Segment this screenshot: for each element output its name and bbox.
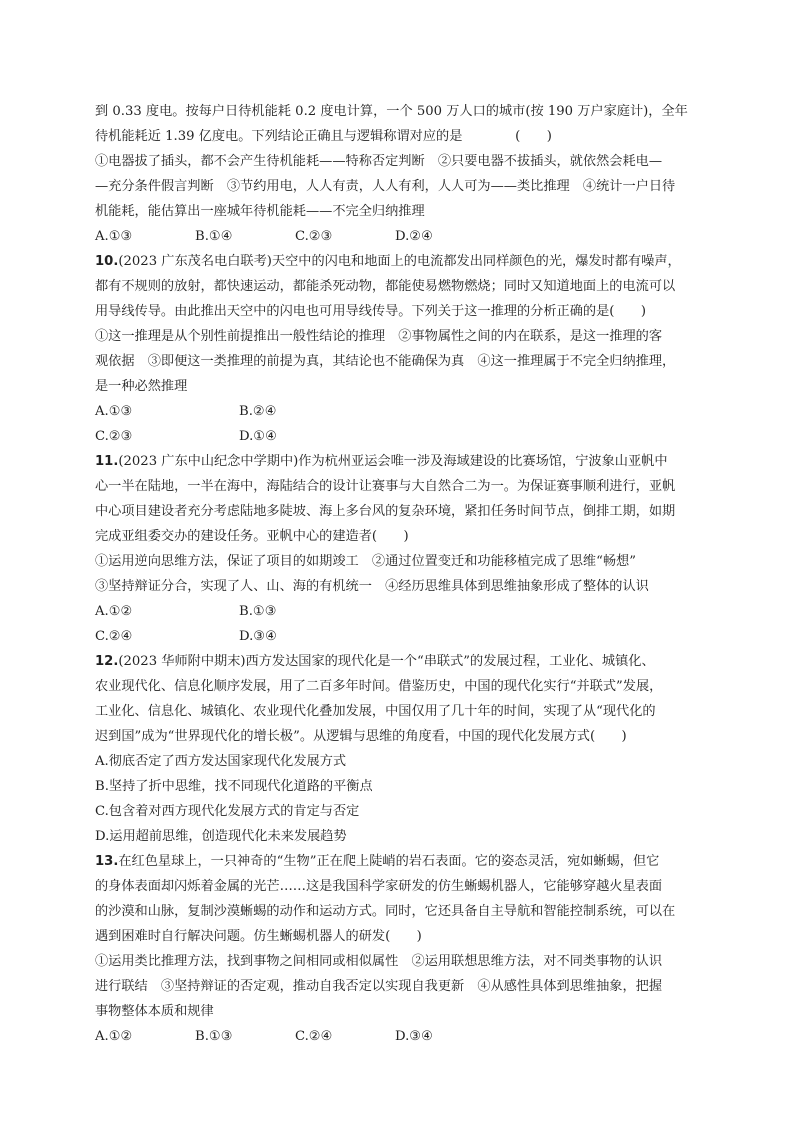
question-13	[95, 849, 703, 1049]
option-d: D.③④	[239, 629, 277, 644]
question-text-line: 待机能耗近 1.39 亿度电。下列结论正确且与逻辑称谓对应的是 ( )	[95, 129, 552, 144]
answer-options	[95, 224, 703, 249]
statement-line: ③坚持辩证分合，实现了人、山、海的有机统一 ④经历思维具体到思维抽象形成了整体的认识	[95, 579, 649, 594]
question-10	[95, 249, 703, 449]
question-9	[95, 99, 703, 249]
question-stem: (2023 华师附中期末)西方发达国家的现代化是一个“串联式”的发展过程，工业化、城镇化、	[118, 654, 655, 669]
option-a: A.①③	[95, 229, 133, 244]
option-a: A.①②	[95, 604, 133, 619]
statement-line: 事物整体本质和规律	[95, 1004, 214, 1019]
answer-options-row	[95, 399, 703, 424]
question-text-line	[95, 649, 703, 674]
question-text-line: 的身体表面却闪烁着金属的光芒……这是我国科学家研发的仿生蜥蜴机器人，它能够穿越火星表面	[95, 879, 663, 894]
question-text-line: 迟到国”成为“世界现代化的增长极”。从逻辑与思维的角度看，中国的现代化发展方式( )	[95, 729, 627, 744]
answer-options	[95, 1024, 703, 1049]
question-text-line: 的沙漠和山脉，复制沙漠蜥蜴的动作和运动方式。同时，它还具备自主导航和智能控制系统，可以在	[95, 904, 676, 919]
option-c: C.②③	[95, 429, 133, 444]
question-number: 13.	[95, 854, 119, 869]
statement-line: ①电器拔了插头，都不会产生待机能耗——特称否定判断 ②只要电器不拔插头，就依然会耗电—	[95, 154, 663, 169]
option-c: C.②④	[295, 1029, 333, 1044]
question-stem: 在红色星球上，一只神奇的“生物”正在爬上陡峭的岩石表面。它的姿态灵活，宛如蜥蜴，但它	[118, 854, 660, 869]
option-b: B.坚持了折中思维，找不同现代化道路的平衡点	[95, 779, 373, 794]
option-a: A.①③	[95, 404, 133, 419]
question-text-line	[95, 849, 703, 874]
question-stem: (2023 广东茂名电白联考)天空中的闪电和地面上的电流都发出同样颜色的光，爆发时都有噪声，	[118, 254, 681, 269]
question-text-line	[95, 449, 703, 474]
question-number: 11.	[95, 454, 119, 469]
question-text-line: 用导线传导。由此推出天空中的闪电也可用导线传导。下列关于这一推理的分析正确的是( )	[95, 304, 646, 319]
question-number: 10.	[95, 254, 119, 269]
option-d: D.运用超前思维，创造现代化未来发展趋势	[95, 829, 347, 844]
option-b: B.①③	[239, 604, 277, 619]
exam-page	[95, 99, 703, 1049]
question-12	[95, 649, 703, 849]
question-text-line: 都有不规则的放射，都快速运动，都能杀死动物，都能使易燃物燃烧；同时又知道地面上的电流可以	[95, 279, 676, 294]
option-d: D.①④	[239, 429, 277, 444]
statement-line: —充分条件假言判断 ③节约用电，人人有责，人人有利，人人可为——类比推理 ④统计一户日待	[95, 179, 676, 194]
question-11	[95, 449, 703, 649]
question-number: 12.	[95, 654, 119, 669]
statement-line: ①运用类比推理方法，找到事物之间相同或相似属性 ②运用联想思维方法，对不同类事物的认识	[95, 954, 663, 969]
question-text-line: 中心项目建设者充分考虑陆地多陡坡、海上多台风的复杂环境，紧扣任务时间节点，倒排工期，如期	[95, 504, 676, 519]
option-d: D.②④	[395, 229, 433, 244]
question-text-line: 心一半在陆地，一半在海中，海陆结合的设计让赛事与大自然合二为一。为保证赛事顺利进行，亚帆	[95, 479, 676, 494]
question-text-line: 到 0.33 度电。按每户日待机能耗 0.2 度电计算，一个 500 万人口的城市(按 190 万户家庭计)，全年	[95, 104, 688, 119]
option-c: C.包含着对西方现代化发展方式的肯定与否定	[95, 804, 360, 819]
question-text-line: 工业化、信息化、城镇化、农业现代化叠加发展，中国仅用了几十年的时间，实现了从“现代化的	[95, 704, 656, 719]
option-c: C.②④	[95, 629, 133, 644]
answer-options-row	[95, 599, 703, 624]
question-text-line: 遇到困难时自行解决问题。仿生蜥蜴机器人的研发( )	[95, 929, 422, 944]
answer-options-row	[95, 424, 703, 449]
option-d: D.③④	[395, 1029, 433, 1044]
option-b: B.①④	[195, 229, 233, 244]
option-a: A.①②	[95, 1029, 133, 1044]
answer-options-row	[95, 624, 703, 649]
statement-line: 进行联结 ③坚持辩证的否定观，推动自我否定以实现自我更新 ④从感性具体到思维抽象，把握	[95, 979, 663, 994]
statement-line: 机能耗，能估算出一座城年待机能耗——不完全归纳推理	[95, 204, 425, 219]
option-b: B.②④	[239, 404, 277, 419]
option-a: A.彻底否定了西方发达国家现代化发展方式	[95, 754, 347, 769]
question-text-line	[95, 249, 703, 274]
question-text-line: 农业现代化、信息化顺序发展，用了二百多年时间。借鉴历史，中国的现代化实行“并联式”发展，	[95, 679, 663, 694]
option-b: B.①③	[195, 1029, 233, 1044]
statement-line: ①这一推理是从个别性前提推出一般性结论的推理 ②事物属性之间的内在联系，是这一推理的客	[95, 329, 663, 344]
statement-line: 是一种必然推理	[95, 379, 188, 394]
question-stem: (2023 广东中山纪念中学期中)作为杭州亚运会唯一涉及海域建设的比赛场馆，宁波象山亚帆中	[118, 454, 668, 469]
question-text-line: 完成亚组委交办的建设任务。亚帆中心的建造者( )	[95, 529, 409, 544]
statement-line: 观依据 ③即便这一类推理的前提为真，其结论也不能确保为真 ④这一推理属于不完全归纳推理，	[95, 354, 676, 369]
statement-line: ①运用逆向思维方法，保证了项目的如期竣工 ②通过位置变迁和功能移植完成了思维“畅想”	[95, 554, 636, 569]
option-c: C.②③	[295, 229, 333, 244]
